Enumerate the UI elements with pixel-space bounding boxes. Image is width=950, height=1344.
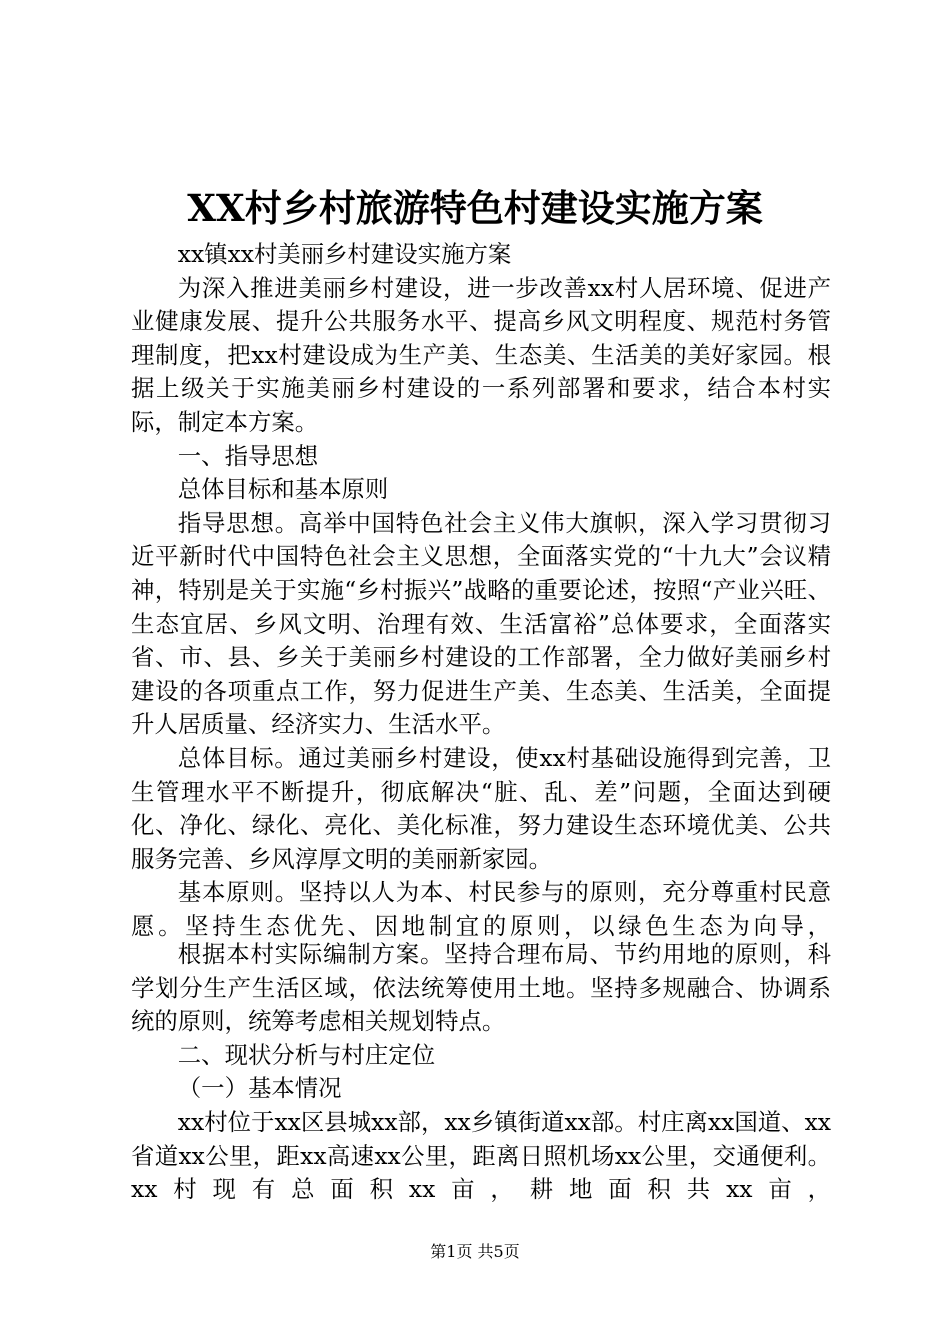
body-text-block-1 [131,238,831,943]
paragraph-subtitle: xx镇xx村美丽乡村建设实施方案 [177,240,512,268]
paragraph-guiding-thought: 指导思想。高举中国特色社会主义伟大旗帜，深入学习贯彻习近平新时代中国特色社会主义思想，全面落实党的“十九大”会议精神，特别是关于实施“乡村振兴”战略的重要论述，按照“产业兴旺、生态宜居、乡风文明、治理有效、生活富裕”总体要求，全面落实省、市、县、乡关于美丽乡村建设的工作部署，全力做好美丽乡村建设的各项重点工作，努力促进生产美、生态美、生活美，全面提升人居质量、经济实力、生活水平。 [131,508,831,739]
heading-goals-principles: 总体目标和基本原则 [177,475,389,504]
heading-basic-situation: （一）基本情况 [177,1074,342,1103]
paragraph-basic-principles: 基本原则。坚持以人为本、村民参与的原则，充分尊重村民意愿。坚持生态优先、因地制宜的原则，以绿色生态为向导， [131,878,831,940]
paragraph-principles-continued: 根据本村实际编制方案。坚持合理布局、节约用地的原则，科学划分生产生活区域，依法统筹使用土地。坚持多规融合、协调系统的原则，统筹考虑相关规划特点。 [131,940,831,1036]
paragraph-intro: 为深入推进美丽乡村建设，进一步改善xx村人居环境、促进产业健康发展、提升公共服务水平、提高乡风文明程度、规范村务管理制度，把xx村建设成为生产美、生态美、生活美的美好家园。根据上级关于实施美丽乡村建设的一系列部署和要求，结合本村实际，制定本方案。 [131,273,831,436]
page-number-footer: 第1页 共5页 [430,1242,520,1261]
paragraph-overall-goal: 总体目标。通过美丽乡村建设，使xx村基础设施得到完善，卫生管理水平不断提升，彻底解决“脏、乱、差”问题，全面达到硬化、净化、绿化、亮化、美化标准，努力建设生态环境优美、公共服务完善、乡风淳厚文明的美丽新家园。 [131,743,831,873]
heading-status-analysis: 二、现状分析与村庄定位 [177,1040,436,1069]
paragraph-basic-situation: xx村位于xx区县城xx部，xx乡镇街道xx部。村庄离xx国道、xx省道xx公里，距xx高速xx公里，距离日照机场xx公里，交通便利。xx村现有总面积xx亩，耕地面积共xx亩， [131,1107,831,1204]
body-text-block-2 [131,938,831,1207]
heading-guiding-thought: 一、指导思想 [177,441,319,470]
document-title: XX村乡村旅游特色村建设实施方案 [187,186,763,230]
